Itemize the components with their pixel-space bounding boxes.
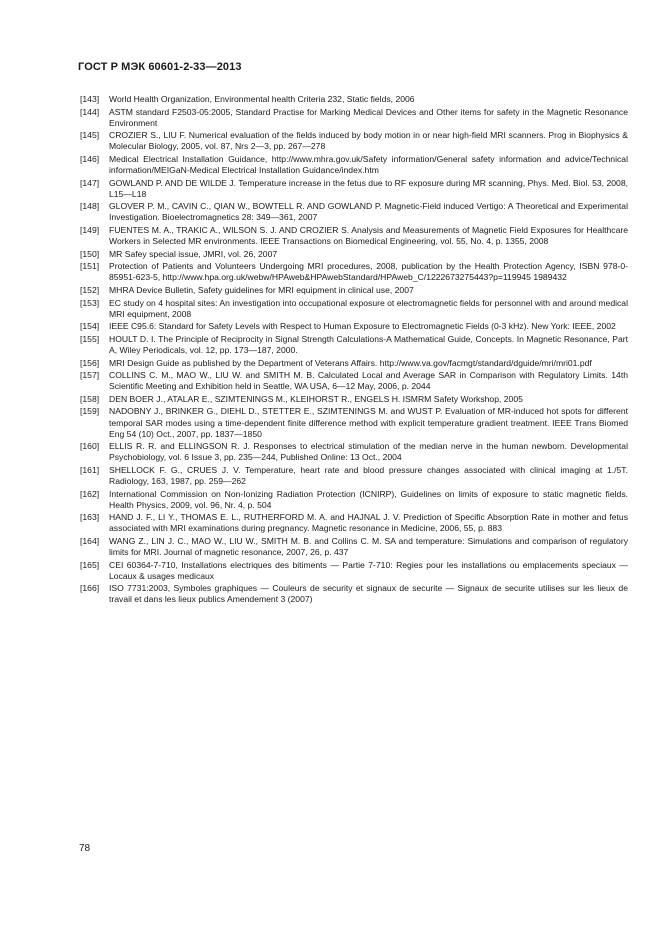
reference-list — [80, 94, 628, 607]
reference-item — [80, 394, 628, 405]
reference-text: SHELLOCK F. G., CRUES J. V. Temperature, heart rate and blood pressure changes associated with clinical imaging at 1./5T. Radiology, 163, 1987, pp. 259—262 — [109, 464, 628, 486]
reference-number: [148] — [80, 201, 100, 212]
reference-number: [151] — [80, 261, 100, 272]
reference-number: [156] — [80, 357, 100, 368]
reference-number: [161] — [80, 464, 100, 475]
reference-number: [159] — [80, 406, 100, 417]
reference-number: [143] — [80, 94, 100, 104]
reference-item — [80, 285, 628, 296]
reference-text: Medical Electrical Installation Guidance, http://www.mhra.gov.uk/Safety information/General safety information and advice/Technical information/MEIGaN-Medical Electrical Installation Guidance/index.htm — [109, 153, 628, 176]
reference-item — [80, 358, 628, 369]
reference-item — [80, 261, 628, 283]
page-number: 78 — [79, 843, 91, 854]
reference-number: [163] — [80, 512, 100, 523]
reference-text: GOWLAND P. AND DE WILDE J. Temperature increase in the fetus due to RF exposure during MR scanning, Phys. Med. Biol. 53, 2008, L15—L18 — [109, 177, 628, 199]
reference-item — [80, 560, 628, 582]
reference-item — [80, 512, 628, 534]
reference-text: IEEE C95.6: Standard for Safety Levels with Respect to Human Exposure to Electromagnetic Fields (0-3 kHz). New York: IEEE, 2002 — [109, 321, 616, 332]
reference-text: MRI Design Guide as published by the Department of Veterans Affairs. http://www.va.gov/facmgt/standard/dguide/mri/mri01.pdf — [109, 357, 592, 368]
reference-item — [80, 298, 628, 320]
reference-number: [147] — [80, 177, 100, 188]
reference-item — [80, 334, 628, 356]
reference-number: [154] — [80, 321, 100, 332]
reference-text: ASTM standard F2503-05:2005, Standard Practise for Marking Medical Devices and Other items for safety in the Magnetic Resonance Environment — [109, 106, 628, 128]
reference-text: ELLIS R. R. and ELLINGSON R. J. Responses to electrical stimulation of the median nerve in the human newborn. Developmental Psychobiology, vol. 6 Issue 3, pp. 235—244, Published Online: 13 Oct., 2004 — [109, 441, 628, 463]
reference-text: ISO 7731:2003, Symboles graphiques — Couleurs de security et signaux de securite — Signaux de securite utilises sur les lieux de travail et dans les lieux publics Amendement 3 (2007) — [109, 583, 628, 605]
reference-item — [80, 154, 628, 176]
reference-number: [166] — [80, 583, 100, 594]
reference-number: [149] — [80, 225, 100, 236]
reference-item — [80, 107, 628, 129]
reference-item — [80, 583, 628, 605]
reference-number: [158] — [80, 393, 100, 404]
reference-number: [160] — [80, 441, 100, 452]
reference-item — [80, 201, 628, 223]
reference-text: Protection of Patients and Volunteers Undergoing MRI procedures, 2008, publication by the Health Protection Agency, ISBN 978-0-85951-623-5, http://www.hpa.org.uk/webw/HPAweb&HPAwebStandard/HPAweb_C/1222673275443?p=119945 1989432 — [109, 261, 628, 283]
reference-item — [80, 441, 628, 463]
reference-text: WANG Z., LIN J. C., MAO W., LIU W., SMITH M. B. and Collins C. M. SA and temperature: Simulations and comparison of regulatory limits for MRI. Journal of magnetic resonance, 2007, 26, p. 437 — [109, 535, 628, 558]
reference-item — [80, 370, 628, 392]
reference-item — [80, 489, 628, 511]
reference-number: [145] — [80, 130, 100, 141]
reference-text: HOULT D. I. The Principle of Reciprocity in Signal Strength Calculations-A Mathematical Guide, Concepts. In Magnetic Resonance, Part A, Wiley Periodicals, vol. 12, pp. 173—187, 2000. — [109, 333, 628, 355]
reference-item — [80, 249, 628, 260]
reference-text: EC study on 4 hospital sites: An investigation into occupational exposure ot electromagnetic fields for personnel with and around medical MRI equipment, 2008 — [109, 297, 628, 319]
reference-text: World Health Organization, Environmental health Criteria 232, Static fields, 2006 — [109, 94, 415, 104]
reference-text: CEI 60364-7-710, Installations electriques des bitiments — Partie 7-710: Regies pour les installations ou emplacements speciaux — Locaux & usages medicaux — [109, 559, 628, 581]
reference-text: CROZIER S., LIU F. Numerical evaluation of the fields induced by body motion in or near high-field MRI scanners. Prog in Biophysics & Molecular Biology, 2005, vol. 87, Nrs 2—3, pp. 267—278 — [109, 130, 628, 152]
reference-number: [162] — [80, 488, 100, 499]
reference-number: [165] — [80, 559, 100, 570]
reference-text: COLLINS C. M., MAO W., LIU W. and SMITH M. B. Calculated Local and Average SAR in Comparison with Regulatory Limits. 14th Scientific Meeting and Exhibition held in Seattle, WA USA, 6—12 May, 2006, p. 2044 — [109, 370, 628, 392]
reference-item — [80, 130, 628, 152]
reference-item — [80, 536, 628, 558]
reference-text: GLOVER P. M., CAVIN C., QIAN W., BOWTELL R. AND GOWLAND P. Magnetic-Field induced Vertigo: A Theoretical and Experimental Investigation. Bioelectromagnetics 28: 349—361, 2007 — [109, 201, 628, 223]
reference-text: International Commission on Non-Ionizing Radiation Protection (ICNIRP), Guidelines on limits of exposure to static magnetic fields. Health Physics, 2009, vol. 96, Nr. 4, p. 504 — [109, 488, 628, 510]
page-header-standard: ГОСТ Р МЭК 60601-2-33—2013 — [78, 61, 242, 73]
reference-text: MR Safey special issue, JMRI, vol. 26, 2007 — [109, 248, 278, 259]
reference-text: FUENTES M. A., TRAKIC A., WILSON S. J. AND CROZIER S. Analysis and Measurements of Magnetic Field Exposures for Healthcare Workers in Selected MR environments. IEEE Transactions on Biomedical Engineering, vol. 55, No. 4, p. 1355, 2008 — [109, 225, 628, 247]
reference-number: [153] — [80, 297, 100, 308]
reference-number: [164] — [80, 535, 100, 546]
reference-text: MHRA Device Bulletin, Safety guidelines for MRI equipment in clinical use, 2007 — [109, 285, 414, 295]
reference-text: NADOBNY J., BRINKER G., DIEHL D., STETTER E., SZIMTENINGS M. and WUST P. Evaluation of MR-induced hot spots for different temporal SAR modes using a time-dependent finite difference method with explicit temperature gradient treatment. IEEE Trans Biomed Eng 54 (10) Oct., 2007, pp. 1837—1850 — [109, 406, 628, 439]
reference-number: [157] — [80, 370, 100, 381]
reference-item — [80, 178, 628, 200]
reference-number: [144] — [80, 106, 100, 117]
reference-item — [80, 465, 628, 487]
reference-item — [80, 321, 628, 332]
reference-item — [80, 225, 628, 247]
reference-number: [150] — [80, 248, 100, 259]
reference-item — [80, 94, 628, 105]
reference-text: HAND J. F., LI Y., THOMAS E. L., RUTHERFORD M. A. and HAJNAL J. V. Prediction of Specific Absorption Rate in mother and fetus associated with MRI examinations during pregnancy. Magnetic resonance in Medicine, 2006, 55, p. 883 — [109, 512, 628, 534]
reference-number: [152] — [80, 285, 100, 295]
reference-number: [155] — [80, 333, 100, 344]
reference-number: [146] — [80, 153, 100, 164]
reference-text: DEN BOER J., ATALAR E., SZIMTENINGS M., KLEIHORST R., ENGELS H. ISMRM Safety Workshop, 2005 — [109, 393, 523, 404]
reference-item — [80, 406, 628, 439]
